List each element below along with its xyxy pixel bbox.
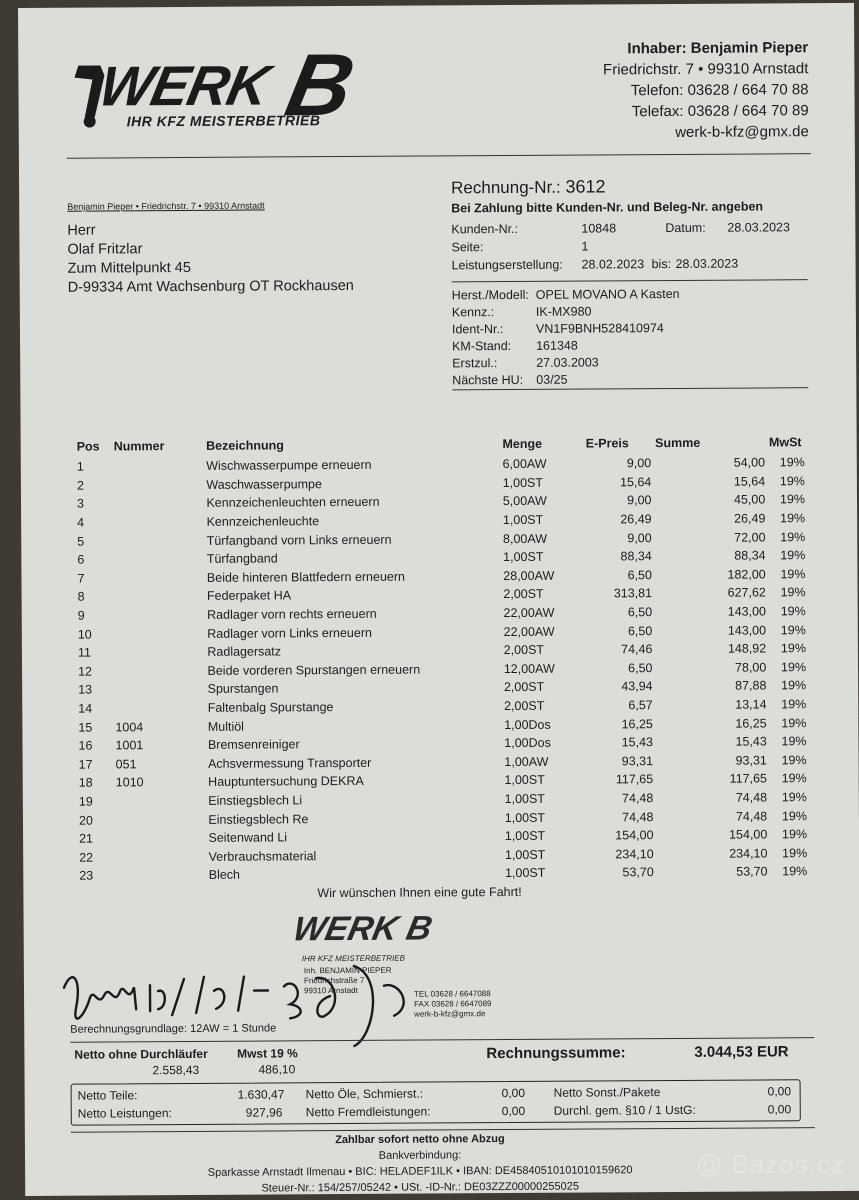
row-vat: 19% <box>781 678 807 693</box>
row-vat: 19% <box>780 511 806 526</box>
owner-email: werk-b-kfz@gmx.de <box>675 123 809 141</box>
col-number: Nummer <box>113 439 165 454</box>
row-pos: 6 <box>77 552 85 567</box>
teile-label: Netto Teile: <box>77 1088 138 1103</box>
row-description: Beide hinteren Blattfedern erneuern <box>206 569 406 585</box>
row-pos: 23 <box>79 868 94 884</box>
bank-details: Sparkasse Arnstadt Ilmenau • BIC: HELADEF1ILK • IBAN: DE4584051010101015962​0 <box>207 1164 633 1179</box>
row-total: 74,48 <box>735 790 768 805</box>
row-number: 1001 <box>115 738 144 753</box>
row-quantity: 22,00AW <box>503 605 555 621</box>
row-description: Einstiegsblech Li <box>208 793 303 808</box>
bank-title: Bankverbindung: <box>378 1149 462 1162</box>
row-total: 93,31 <box>735 753 767 768</box>
row-total: 53,70 <box>736 864 768 879</box>
row-total: 26,49 <box>734 511 766 526</box>
row-unit-price: 154,00 <box>615 828 654 843</box>
row-description: Türfangband <box>206 551 278 567</box>
row-number <box>113 699 206 718</box>
row-total: 143,00 <box>727 623 767 638</box>
plate-label: Kennz.: <box>451 305 495 320</box>
row-total: 45,00 <box>733 492 766 508</box>
company-logo <box>70 34 401 144</box>
header-divider <box>67 153 811 159</box>
owner-name: Inhaber: Benjamin Pieper <box>627 39 809 58</box>
row-quantity: 1,00ST <box>504 773 545 788</box>
row-number <box>113 606 206 625</box>
row-description: Faltenbalg Spurstange <box>207 700 334 715</box>
row-quantity: 1,00ST <box>504 828 546 844</box>
row-unit-price: 6,57 <box>628 698 653 713</box>
page-number: 1 <box>581 239 589 254</box>
row-pos: 21 <box>79 831 94 846</box>
row-unit-price: 43,94 <box>621 679 653 694</box>
page-label: Seite: <box>451 240 484 255</box>
row-vat: 19% <box>781 752 807 768</box>
leistungen-label: Netto Leistungen: <box>77 1106 172 1121</box>
row-description: Radlager vorn rechts erneuern <box>207 606 377 622</box>
row-vat: 19% <box>780 641 806 656</box>
row-pos: 15 <box>78 720 93 735</box>
netto-value: 2.558,43 <box>152 1062 200 1078</box>
tax-details: Steuer-Nr.: 154/257/05242 • USt. -ID-Nr.: DE03ZZZ00000255025 <box>261 1180 580 1195</box>
row-pos: 3 <box>76 497 85 512</box>
row-unit-price: 9,00 <box>627 530 652 545</box>
sonst-label: Netto Sonst./Pakete <box>553 1085 661 1100</box>
row-vat: 19% <box>781 790 807 805</box>
row-unit-price: 6,50 <box>627 605 653 620</box>
table-body <box>65 453 810 885</box>
row-total: 15,64 <box>733 474 766 489</box>
row-total: 234,10 <box>729 846 768 861</box>
row-pos: 2 <box>76 478 84 493</box>
row-description: Blech <box>208 868 241 883</box>
row-quantity: 28,00AW <box>503 568 555 583</box>
row-description: Radlagersatz <box>207 644 282 660</box>
stamp-tagline: IHR KFZ MEISTERBETRIEB <box>301 953 405 964</box>
row-total: 16,25 <box>735 716 767 731</box>
row-pos: 4 <box>77 515 85 530</box>
row-description: Federpaket HA <box>206 588 292 604</box>
row-total: 72,00 <box>734 530 766 545</box>
row-description: Seitenwand Li <box>208 830 288 846</box>
row-quantity: 1,00ST <box>504 810 546 825</box>
col-total: Summe <box>655 435 701 451</box>
owner-info <box>603 37 809 143</box>
row-quantity: 22,00AW <box>503 624 555 639</box>
row-vat: 19% <box>779 492 806 507</box>
owner-street: Friedrichstr. 7 • 99310 Arnstadt <box>602 60 809 79</box>
row-unit-price: 26,49 <box>620 512 652 527</box>
row-total: 88,34 <box>734 548 766 563</box>
stamp-fax: FAX 03628 / 6647089 <box>414 999 492 1009</box>
row-description: Kennzeichenleuchte <box>206 514 320 529</box>
row-description: Bremsenreiniger <box>207 737 300 753</box>
row-total: 627,62 <box>727 585 766 601</box>
row-number: 1010 <box>115 775 144 790</box>
row-pos: 18 <box>78 775 93 791</box>
row-pos: 17 <box>78 757 93 772</box>
row-quantity: 6,00AW <box>502 457 547 472</box>
row-quantity: 1,00Dos <box>504 735 551 751</box>
row-unit-price: 88,34 <box>620 549 652 564</box>
service-bis: bis: <box>651 257 672 272</box>
col-vat: MwSt <box>768 435 802 450</box>
stamp-owner: Inh. BENJAMIN PIEPER <box>303 965 392 976</box>
row-vat: 19% <box>780 622 806 637</box>
sender-line: Benjamin Pieper • Friedrichstr. 7 • 99310 Arnstadt <box>67 200 265 212</box>
row-quantity: 1,00AW <box>504 754 549 769</box>
invoice-total-label: Rechnungssumme: <box>486 1044 626 1063</box>
durchl-value: 0,00 <box>767 1102 792 1117</box>
stamp-street: Friedrichstraße 7 <box>303 975 365 986</box>
payment-hint: Bei Zahlung bitte Kunden-Nr. und Beleg-Nr. angeben <box>451 199 764 216</box>
row-description: Kennzeichenleuchten erneuern <box>206 495 380 511</box>
row-unit-price: 6,50 <box>627 567 652 583</box>
row-vat: 19% <box>781 734 807 749</box>
fremd-label: Netto Fremdleistungen: <box>305 1104 431 1120</box>
invoice-number-label: Rechnung-Nr.: <box>451 177 561 198</box>
vehicle-info <box>452 286 680 389</box>
row-description: Radlager vorn Links erneuern <box>207 625 372 641</box>
row-pos: 20 <box>78 813 93 828</box>
row-unit-price: 74,46 <box>621 642 653 657</box>
row-quantity: 2,00ST <box>503 643 545 658</box>
owner-fax: Telefax: 03628 / 664 70 89 <box>631 102 809 121</box>
row-description: Spurstangen <box>207 681 279 697</box>
row-quantity: 8,00AW <box>502 531 548 546</box>
row-total: 148,92 <box>727 641 767 656</box>
row-vat: 19% <box>781 715 807 730</box>
closing-wish: Wir wünschen Ihnen eine gute Fahrt! <box>317 884 522 901</box>
logo-text: WERK <box>93 53 275 118</box>
oele-value: 0,00 <box>501 1085 526 1101</box>
row-unit-price: 234,10 <box>615 846 654 862</box>
row-description: Multiöl <box>207 719 244 734</box>
mwst-label: Mwst 19 % <box>237 1046 298 1061</box>
row-vat: 19% <box>780 548 806 563</box>
row-vat: 19% <box>779 474 805 489</box>
row-vat: 19% <box>780 604 806 619</box>
row-pos: 8 <box>77 590 85 605</box>
row-number <box>113 680 206 699</box>
row-number <box>112 475 205 494</box>
row-unit-price: 93,31 <box>621 753 654 769</box>
bazos-watermark: @ Bazos.cz <box>695 1149 845 1179</box>
service-from: 28.02.2023 <box>581 257 645 272</box>
row-unit-price: 9,00 <box>626 456 652 471</box>
row-pos: 16 <box>78 738 93 753</box>
row-number <box>114 847 207 866</box>
payment-terms: Zahlbar sofort netto ohne Abzug <box>335 1133 505 1147</box>
row-quantity: 1,00ST <box>502 475 544 490</box>
oele-label: Netto Öle, Schmierst.: <box>305 1086 424 1102</box>
row-description: Waschwasserpumpe <box>206 477 322 492</box>
col-description: Bezeichnung <box>206 438 284 453</box>
logo-tagline: IHR KFZ MEISTERBETRIEB <box>126 112 321 130</box>
netto-label: Netto ohne Durchläufer <box>74 1046 208 1062</box>
leistungen-value: 927,96 <box>245 1105 283 1120</box>
recipient-street: Zum Mittelpunkt 45 <box>67 259 191 277</box>
row-vat: 19% <box>780 529 806 545</box>
row-number <box>112 513 205 532</box>
row-pos: 10 <box>77 627 92 642</box>
service-period-label: Leistungserstellung: <box>451 257 563 273</box>
row-quantity: 2,00ST <box>504 698 545 714</box>
vehicle-registration: 27.03.2003 <box>536 355 599 370</box>
vehicle-model: OPEL MOVANO A Kasten <box>535 286 680 302</box>
km-label: KM-Stand: <box>452 338 512 354</box>
row-number <box>114 810 207 829</box>
row-vat: 19% <box>779 455 805 470</box>
stamp-logo: WERK B <box>289 909 436 949</box>
row-vat: 19% <box>781 827 808 842</box>
netto-heading <box>74 1046 297 1061</box>
row-number <box>112 568 205 587</box>
row-description: Hauptuntersuchung DEKRA <box>208 774 364 790</box>
mwst-value: 486,10 <box>258 1062 296 1077</box>
row-unit-price: 53,70 <box>622 865 654 880</box>
stamp-tel: TEL 03628 / 6647088 <box>414 989 491 999</box>
row-vat: 19% <box>782 845 808 861</box>
table-row <box>67 862 809 885</box>
registration-label: Erstzul.: <box>452 356 498 371</box>
vehicle-divider-top <box>452 279 808 282</box>
row-unit-price: 6,50 <box>627 623 653 638</box>
fremd-value: 0,00 <box>501 1103 526 1119</box>
row-pos: 11 <box>77 645 91 660</box>
row-description: Türfangband vorn Links erneuern <box>206 532 392 548</box>
row-pos: 22 <box>79 850 94 865</box>
row-pos: 7 <box>77 571 85 586</box>
row-pos: 9 <box>77 608 85 623</box>
invoice-date: 28.03.2023 <box>727 220 790 235</box>
row-total: 87,88 <box>735 678 767 694</box>
vin-label: Ident-Nr.: <box>451 322 504 337</box>
line-items-table <box>65 435 810 885</box>
row-number <box>113 624 206 643</box>
invoice-number-value: 3612 <box>565 176 606 197</box>
recipient-name: Olaf Fritzlar <box>67 241 143 258</box>
row-number: 051 <box>115 757 137 772</box>
row-total: 15,43 <box>735 734 767 749</box>
col-pos: Pos <box>76 439 100 454</box>
row-description: Achsvermessung Transporter <box>207 755 372 771</box>
row-pos: 5 <box>77 534 85 549</box>
customer-no-label: Kunden-Nr.: <box>451 221 519 237</box>
row-vat: 19% <box>780 660 807 675</box>
netto-breakdown-box <box>71 1079 801 1125</box>
model-label: Herst./Modell: <box>451 287 529 303</box>
row-vat: 19% <box>780 567 806 582</box>
row-number <box>112 457 205 476</box>
row-quantity: 1,00ST <box>504 791 545 807</box>
row-pos: 1 <box>76 459 84 474</box>
row-unit-price: 15,43 <box>621 735 653 750</box>
row-total: 13,14 <box>735 697 767 712</box>
row-description: Einstiegsblech Re <box>208 811 309 827</box>
row-quantity: 2,00ST <box>503 680 545 695</box>
row-number <box>112 550 205 569</box>
row-total: 78,00 <box>734 660 767 675</box>
row-vat: 19% <box>780 585 806 600</box>
row-unit-price: 74,48 <box>622 809 654 824</box>
row-unit-price: 6,50 <box>628 660 653 676</box>
sonst-value: 0,00 <box>767 1084 792 1099</box>
row-unit-price: 74,48 <box>621 791 654 806</box>
logo-letter: B <box>278 34 363 135</box>
row-quantity: 1,00ST <box>505 866 546 881</box>
recipient-salutation: Herr <box>67 222 96 239</box>
row-number <box>114 829 207 848</box>
row-unit-price: 15,64 <box>620 475 652 490</box>
stamp-mail: werk-b-kfz@gmx.de <box>414 1009 486 1019</box>
customer-no: 10848 <box>581 221 617 236</box>
row-description: Beide vorderen Spurstangen erneuern <box>207 662 421 678</box>
row-quantity: 2,00ST <box>503 587 544 602</box>
row-quantity: 5,00AW <box>502 494 547 509</box>
row-total: 143,00 <box>727 604 766 619</box>
row-total: 182,00 <box>727 567 766 582</box>
row-vat: 19% <box>781 697 807 712</box>
vehicle-hu: 03/25 <box>536 372 568 387</box>
durchl-label: Durchl. gem. §10 / 1 UstG: <box>553 1102 696 1118</box>
row-description: Verbrauchsmaterial <box>208 848 317 864</box>
invoice-number <box>451 176 606 198</box>
invoice-total-value: 3.044,53 EUR <box>694 1043 789 1061</box>
invoice-paper <box>18 3 859 1196</box>
date-label: Datum: <box>665 220 706 236</box>
row-quantity: 1,00Dos <box>504 717 551 732</box>
row-unit-price: 117,65 <box>615 772 654 787</box>
row-number <box>112 531 205 550</box>
row-total: 54,00 <box>733 455 766 470</box>
row-unit-price: 16,25 <box>621 716 653 731</box>
row-vat: 19% <box>781 808 807 823</box>
col-unit-price: E-Preis <box>585 436 629 451</box>
recipient-address <box>67 220 354 298</box>
row-quantity: 1,00ST <box>503 550 544 565</box>
row-number <box>113 661 206 680</box>
vehicle-km: 161348 <box>536 338 578 353</box>
row-unit-price: 9,00 <box>627 493 652 508</box>
row-description: Wischwasserpumpe erneuern <box>206 458 372 474</box>
row-quantity: 12,00AW <box>503 661 555 676</box>
row-number <box>112 494 205 513</box>
row-number <box>114 866 207 885</box>
recipient-city: D-99334 Amt Wachsenburg OT Rockhausen <box>67 277 354 296</box>
row-total: 117,65 <box>729 771 768 787</box>
row-total: 154,00 <box>729 827 768 842</box>
row-quantity: 1,00ST <box>504 847 546 862</box>
stamp-city: 99310 Arnstadt <box>303 985 358 996</box>
calculation-basis: Berechnungsgrundlage: 12AW = 1 Stunde <box>70 1022 277 1036</box>
row-quantity: 1,00ST <box>502 512 544 528</box>
row-total: 74,48 <box>735 809 768 824</box>
service-to: 28.03.2023 <box>675 256 739 271</box>
vehicle-plate: IK-MX980 <box>535 304 592 319</box>
row-vat: 19% <box>781 771 807 786</box>
row-pos: 13 <box>78 682 93 698</box>
row-number <box>113 587 206 606</box>
vehicle-vin: VN1F9BNH528410974 <box>535 321 664 336</box>
row-vat: 19% <box>782 864 808 879</box>
hu-label: Nächste HU: <box>452 372 524 388</box>
row-pos: 19 <box>78 794 93 809</box>
owner-phone: Telefon: 03628 / 664 70 88 <box>630 81 809 100</box>
row-number <box>114 792 207 811</box>
row-unit-price: 313,81 <box>613 586 653 601</box>
teile-value: 1.630,47 <box>237 1087 285 1102</box>
col-quantity: Menge <box>502 436 543 452</box>
row-number: 1004 <box>115 719 144 735</box>
row-pos: 12 <box>78 664 93 679</box>
row-pos: 14 <box>78 701 93 716</box>
row-number <box>113 643 206 662</box>
netto-values <box>152 1062 295 1077</box>
